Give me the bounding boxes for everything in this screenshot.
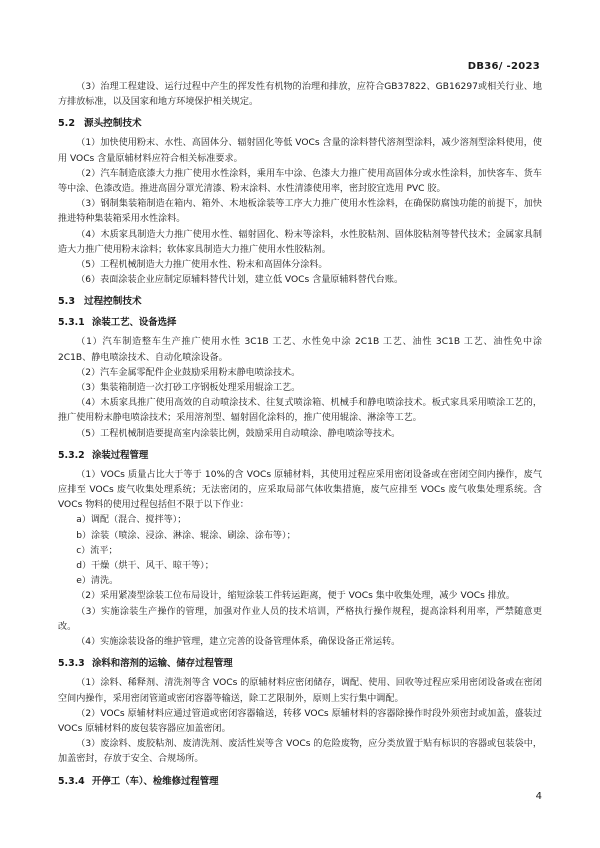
paragraph: （1）汽车制造整车生产推广使用水性 3C1B 工艺、水性免中涂 2C1B 工艺、油性 3C1B 工艺、油性免中涂 2C1B、静电喷涂技术、自动化喷涂设备。 <box>58 337 542 363</box>
subsection-heading <box>58 656 542 671</box>
heading-number: 5.3 <box>58 296 75 308</box>
subsection-heading <box>58 315 542 330</box>
paragraph: （3）实施涂装生产操作的管理，加强对作业人员的技术培训，严格执行操作规程，提高涂料利用率，严禁随意更改。 <box>58 606 542 632</box>
subsection-heading <box>58 448 542 463</box>
heading-title: 开停工（车）、检维修过程管理 <box>92 775 219 787</box>
paragraph: （5）工程机械制造要提高室内涂装比例，鼓励采用自动喷涂、静电喷涂等技术。 <box>76 428 401 439</box>
paragraph: （2）采用紧凑型涂装工位布局设计，缩短涂装工件转运距离，便于 VOCs 集中收集处理，减少 VOCs 排放。 <box>76 591 515 602</box>
page-number: 4 <box>535 791 542 802</box>
paragraph: （2）VOCs 原辅材料应通过管道或密闭容器输送，转移 VOCs 原辅材料的容器除操作时段外须密封或加盖，盛装过 VOCs 原辅材料的废包装容器应加盖密闭。 <box>58 708 542 734</box>
list-item: c）流平； <box>76 545 118 556</box>
heading-number: 5.3.2 <box>58 449 85 461</box>
list-item: b）涂装（喷涂、浸涂、淋涂、辊涂、刷涂、涂布等）； <box>76 530 296 541</box>
document-body <box>58 80 542 794</box>
list-item: e）清洗。 <box>76 576 119 587</box>
heading-title: 涂装过程管理 <box>92 449 149 461</box>
paragraph: （4）实施涂装设备的维护管理，建立完善的设备管理体系，确保设备正常运转。 <box>76 637 401 648</box>
paragraph: （1）VOCs 质量占比大于等于 10%的含 VOCs 原辅材料，其使用过程应采用密闭设备或在密闭空间内操作，废气应排至 VOCs 废气收集处理系统；无法密闭的，应采取局部气体收集措施，废气应排至 VOCs 废气收集处理系统。含 VOCs 物料的使用过程包括但不限于以下作业： <box>58 469 542 511</box>
paragraph: （1）加快使用粉末、水性、高固体分、辐射固化等低 VOCs 含量的涂料替代溶剂型涂料，减少溶剂型涂料使用，使用 VOCs 含量原辅材料应符合相关标准要求。 <box>58 138 542 164</box>
heading-number: 5.3.4 <box>58 775 85 787</box>
paragraph: （3）集装箱制造一次打砂工序钢板处理采用辊涂工艺。 <box>76 383 301 394</box>
paragraph: （3）治理工程建设、运行过程中产生的挥发性有机物的治理和排放，应符合GB37822、GB16297或相关行业、地方排放标准，以及国家和地方环境保护相关规定。 <box>58 82 542 108</box>
section-heading <box>58 116 542 131</box>
list-item: d）干燥（烘干、风干、晾干等）； <box>76 561 214 572</box>
paragraph: （4）木质家具制造大力推广使用水性、辐射固化、粉末等涂料，水性胶粘剂、固体胶粘剂等替代技术；金属家具制造大力推广使用粉末涂料；软体家具制造大力推广使用水性胶粘剂。 <box>58 229 542 255</box>
standard-code-header: DB36/ -2023 <box>467 61 540 72</box>
heading-title: 源头控制技术 <box>84 118 142 130</box>
heading-title: 涂装工艺、设备选择 <box>92 317 177 329</box>
heading-title: 过程控制技术 <box>84 296 142 308</box>
section-heading <box>58 294 542 309</box>
heading-number: 5.3.3 <box>58 658 85 670</box>
paragraph: （2）汽车金属零配件企业鼓励采用粉末静电喷涂技术。 <box>76 367 301 378</box>
heading-number: 5.2 <box>58 118 75 130</box>
heading-title: 涂料和溶剂的运输、储存过程管理 <box>92 658 233 670</box>
list-item: a）调配（混合、搅拌等）； <box>76 515 187 526</box>
heading-number: 5.3.1 <box>58 317 85 329</box>
paragraph: （4）木质家具推广使用高效的自动喷涂技术、往复式喷涂箱、机械手和静电喷涂技术。板式家具采用喷涂工艺的，推广使用粉末静电喷涂技术；采用溶剂型、辐射固化涂料的，推广使用辊涂、淋涂等工艺。 <box>58 398 542 424</box>
paragraph: （2）汽车制造底漆大力推广使用水性涂料，乘用车中涂、色漆大力推广使用高固体分或水性涂料，加快客车、货车等中涂、色漆改造。推进高固分罩光清漆、粉末涂料、水性清漆使用率，密封胶宜选用 PVC 胶。 <box>58 168 542 195</box>
paragraph: （6）表面涂装企业应制定原辅料替代计划，建立低 VOCs 含量原辅料替代台账。 <box>76 275 404 286</box>
paragraph: （3）废涂料、废胶粘剂、废清洗剂、废活性炭等含 VOCs 的危险废物，应分类放置于贴有标识的容器或包装袋中，加盖密封，存放于安全、合规场所。 <box>58 739 542 765</box>
paragraph: （3）钢制集装箱制造在箱内、箱外、木地板涂装等工序大力推广使用水性涂料，在确保防腐蚀功能的前提下，加快推进特种集装箱采用水性涂料。 <box>58 199 542 225</box>
paragraph: （5）工程机械制造大力推广使用水性、粉末和高固体分涂料。 <box>76 260 328 271</box>
paragraph: （1）涂料、稀释剂、清洗剂等含 VOCs 的原辅材料应密闭储存，调配、使用、回收等过程应采用密闭设备或在密闭空间内操作，采用密闭管道或密闭容器等输送，除工艺限制外，原则上实行集中调配。 <box>58 678 542 704</box>
subsection-heading <box>58 774 542 789</box>
